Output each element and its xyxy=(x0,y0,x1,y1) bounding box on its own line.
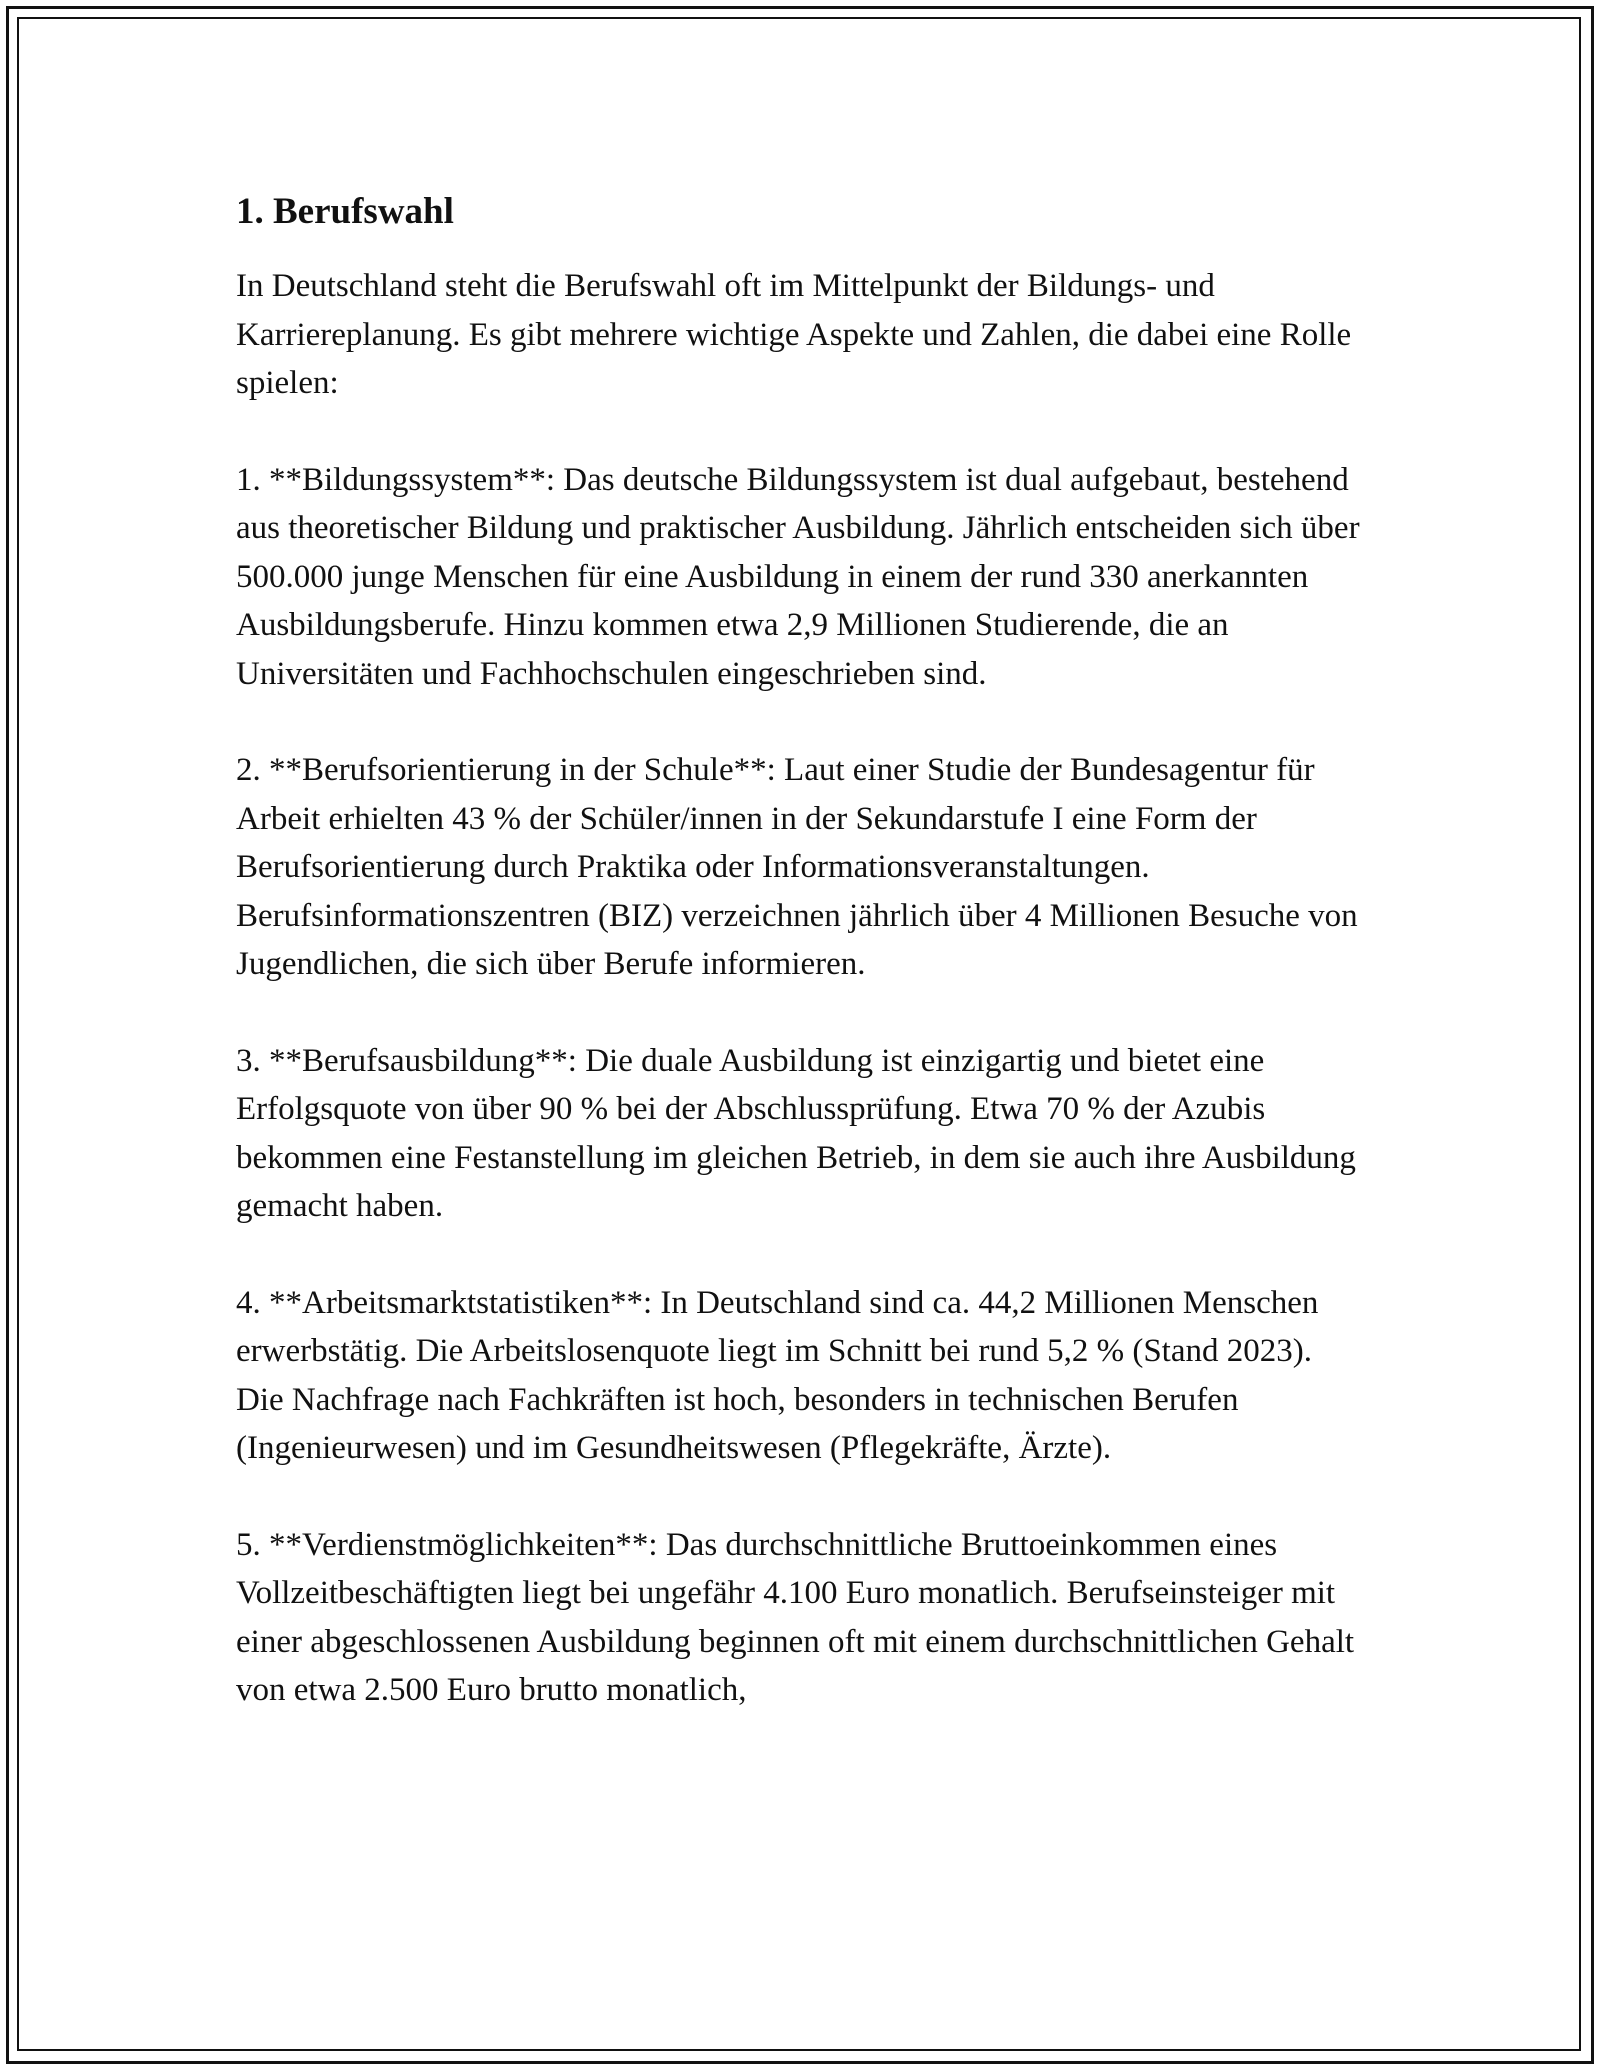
paragraph-berufsausbildung: 3. **Berufsausbildung**: Die duale Ausbildung ist einzigartig und bietet eine Erfolgsquote von über 90 % bei der Abschlussprüfung. Etwa 70 % der Azubis bekommen eine Festanstellung im gleichen Betrieb, in dem sie auch ihre Ausbildung gemacht haben. xyxy=(236,1042,1356,1224)
section-heading: 1. Berufswahl xyxy=(236,191,454,232)
document-page xyxy=(236,188,1361,1763)
paragraph-arbeitsmarktstatistiken: 4. **Arbeitsmarktstatistiken**: In Deutschland sind ca. 44,2 Millionen Menschen erwerbstätig. Die Arbeitslosenquote liegt im Schnitt bei rund 5,2 % (Stand 2023). Die Nachfrage nach Fachkräften ist hoch, besonders in technischen Berufen (Ingenieurwesen) und im Gesundheitswesen (Pflegekräfte, Ärzte). xyxy=(236,1284,1319,1466)
paragraph-verdienstmoeglichkeiten: 5. **Verdienstmöglichkeiten**: Das durchschnittliche Bruttoeinkommen eines Vollzeitbeschäftigten liegt bei ungefähr 4.100 Euro monatlich. Berufseinsteiger mit einer abgeschlossenen Ausbildung beginnen oft mit einem durchschnittlichen Gehalt von etwa 2.500 Euro brutto monatlich, xyxy=(236,1526,1355,1708)
intro-paragraph: In Deutschland steht die Berufswahl oft im Mittelpunkt der Bildungs- und Karriereplanung. Es gibt mehrere wichtige Aspekte und Zahlen, die dabei eine Rolle spielen: xyxy=(236,268,1352,401)
paragraph-berufsorientierung: 2. **Berufsorientierung in der Schule**: Laut einer Studie der Bundesagentur für Arbeit erhielten 43 % der Schüler/innen in der Sekundarstufe I eine Form der Berufsorientierung durch Praktika oder Informationsveranstaltungen. Berufsinformationszentren (BIZ) verzeichnen jährlich über 4 Millionen Besuche von Jugendlichen, die sich über Berufe informieren. xyxy=(236,752,1358,982)
paragraph-bildungssystem: 1. **Bildungssystem**: Das deutsche Bildungssystem ist dual aufgebaut, bestehend aus theoretischer Bildung und praktischer Ausbildung. Jährlich entscheiden sich über 500.000 junge Menschen für eine Ausbildung in einem der rund 330 anerkannten Ausbildungsberufe. Hinzu kommen etwa 2,9 Millionen Studierende, die an Universitäten und Fachhochschulen eingeschrieben sind. xyxy=(236,461,1360,692)
